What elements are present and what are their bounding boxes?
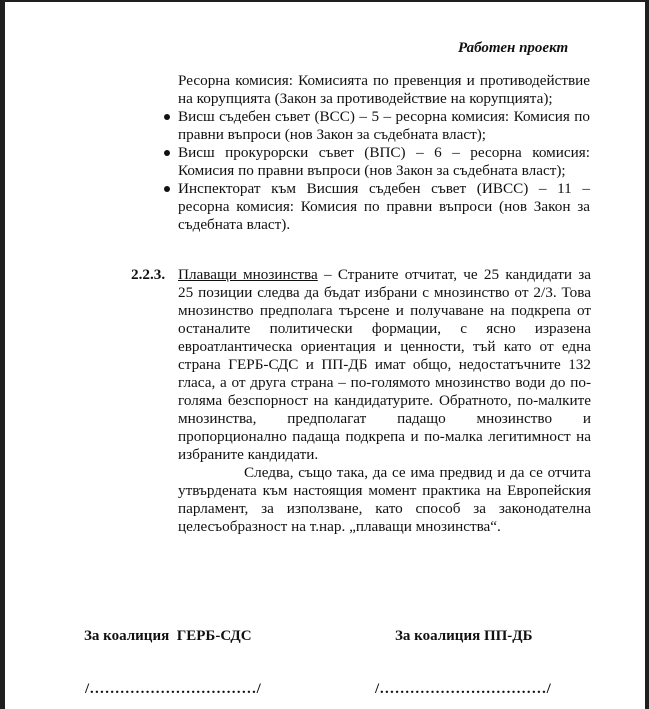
section-line: евроатлантическа ориентация и ценности, тъй като от една xyxy=(178,338,591,355)
section-line: страна ГЕРБ-СДС и ПП-ДБ имат общо, недостатъчните 132 xyxy=(178,356,591,373)
signature-label-pp-db: За коалиция ПП-ДБ xyxy=(395,628,533,644)
list-item xyxy=(160,108,590,144)
list-item-line: Висш прокурорски съвет (ВПС) – 6 – ресорна комисия: xyxy=(178,144,590,161)
section-paragraph2-line: парламент, за използване, като способ за законодателна xyxy=(178,500,591,517)
section-heading: Плаващи мнозинства xyxy=(178,266,318,283)
list-item-line: Комисия по правни въпроси (нов Закон за съдебната власт); xyxy=(178,162,566,179)
section-line: останалите политически формации, с ясно изразена xyxy=(178,320,591,337)
list-item-line: Инспекторат към Висшия съдебен съвет (ИВСС) – 11 – xyxy=(178,180,590,197)
bullet-icon xyxy=(164,150,170,156)
intro-line: на корупцията (Закон за противодействие на корупцията); xyxy=(178,90,553,107)
bullet-icon xyxy=(164,114,170,120)
list-item-line: правни въпроси (нов Закон за съдебната власт); xyxy=(178,126,487,143)
bullet-icon xyxy=(164,186,170,192)
section-paragraph2-line: утвърдената към настоящия момент практика на Европейския xyxy=(178,482,591,499)
intro-paragraph xyxy=(178,72,590,108)
section-line: голяма безспорност на кандидатурите. Обратното, по-малките xyxy=(178,392,591,409)
document-page xyxy=(5,2,645,709)
page-header-title: Работен проект xyxy=(458,40,569,56)
viewer-right-edge xyxy=(645,0,649,709)
signature-line-gerb-sds: /……………………………/ xyxy=(85,681,261,697)
list-item-line: съдебната власт). xyxy=(178,216,291,233)
section-first-line xyxy=(178,266,591,284)
list-item-line: ресорна комисия: Комисия по правни въпроси (нов Закон за xyxy=(178,198,590,215)
section-first-line-text: – Страните отчитат, че 25 кандидати за xyxy=(317,266,592,283)
list-item xyxy=(160,180,590,234)
section-body xyxy=(178,266,591,536)
intro-line: Ресорна комисия: Комисията по превенция и противодействие xyxy=(178,72,590,89)
list-item-line: Висш съдебен съвет (ВСС) – 5 – ресорна комисия: Комисия по xyxy=(178,108,590,125)
signature-line-pp-db: /……………………………/ xyxy=(375,681,551,697)
section-number: 2.2.3. xyxy=(131,266,166,283)
section-line: мнозинство предполага търсене и получаване на подкрепа от xyxy=(178,302,591,319)
section-paragraph2-line: Следва, също така, да се има предвид и да се отчита xyxy=(244,464,591,481)
list-item xyxy=(160,144,590,180)
section-paragraph2-line: целесъобразност на т.нар. „плаващи мнозинства“. xyxy=(178,518,501,535)
section-line: пропорционално падаща подкрепа и по-малка легитимност на xyxy=(178,428,591,445)
section-line: избраните кандидати. xyxy=(178,446,319,463)
section-line: мнозинства, предполагат падащо мнозинство и xyxy=(178,410,591,427)
body-list xyxy=(160,108,590,234)
section-line: 25 позиции следва да бъдат избрани с мнозинство от 2/3. Това xyxy=(178,284,591,301)
section-line: гласа, а от друга страна – по-голямото мнозинство води до по- xyxy=(178,374,591,391)
signature-label-gerb-sds: За коалиция ГЕРБ-СДС xyxy=(84,628,252,644)
